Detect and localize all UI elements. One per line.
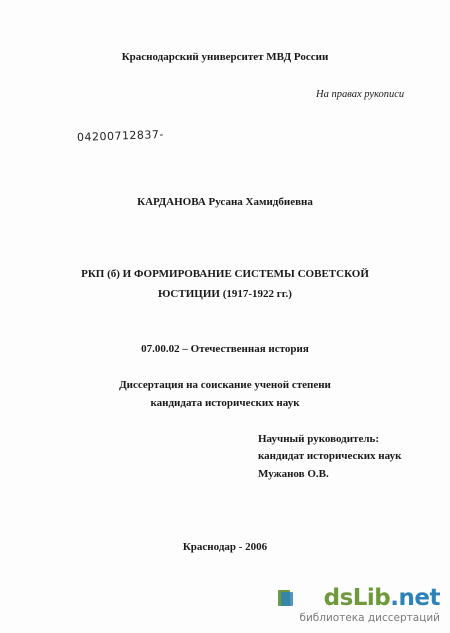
city-year: Краснодар - 2006	[182, 541, 268, 553]
university-name: Краснодарский университет МВД России	[121, 51, 329, 63]
author-name: КАРДАНОВА Русана Хамидбиевна	[137, 196, 313, 208]
watermark-brand-tld: .net	[390, 585, 440, 611]
book-icon	[277, 588, 295, 608]
watermark-tagline: библиотека диссертаций	[299, 612, 440, 624]
rights-note: На правах рукописи	[316, 89, 405, 100]
supervisor-label: Научный руководитель:	[258, 433, 379, 445]
dissertation-line-1: Диссертация на соискание ученой степени	[119, 379, 331, 391]
dissertation-line-2: кандидата исторических наук	[150, 397, 300, 409]
title-line-2: ЮСТИЦИИ (1917-1922 гг.)	[158, 288, 292, 300]
supervisor-name: Мужанов О.В.	[258, 468, 329, 480]
archive-code: 04200712837-	[76, 127, 165, 144]
supervisor-degree: кандидат исторических наук	[258, 450, 402, 462]
watermark-brand-main: dsLib	[323, 585, 391, 611]
title-line-1: РКП (б) И ФОРМИРОВАНИЕ СИСТЕМЫ СОВЕТСКОЙ	[81, 268, 369, 280]
dslib-watermark-logo	[277, 584, 442, 628]
watermark-brand	[324, 584, 440, 612]
specialty-code: 07.00.02 – Отечественная история	[141, 343, 309, 355]
